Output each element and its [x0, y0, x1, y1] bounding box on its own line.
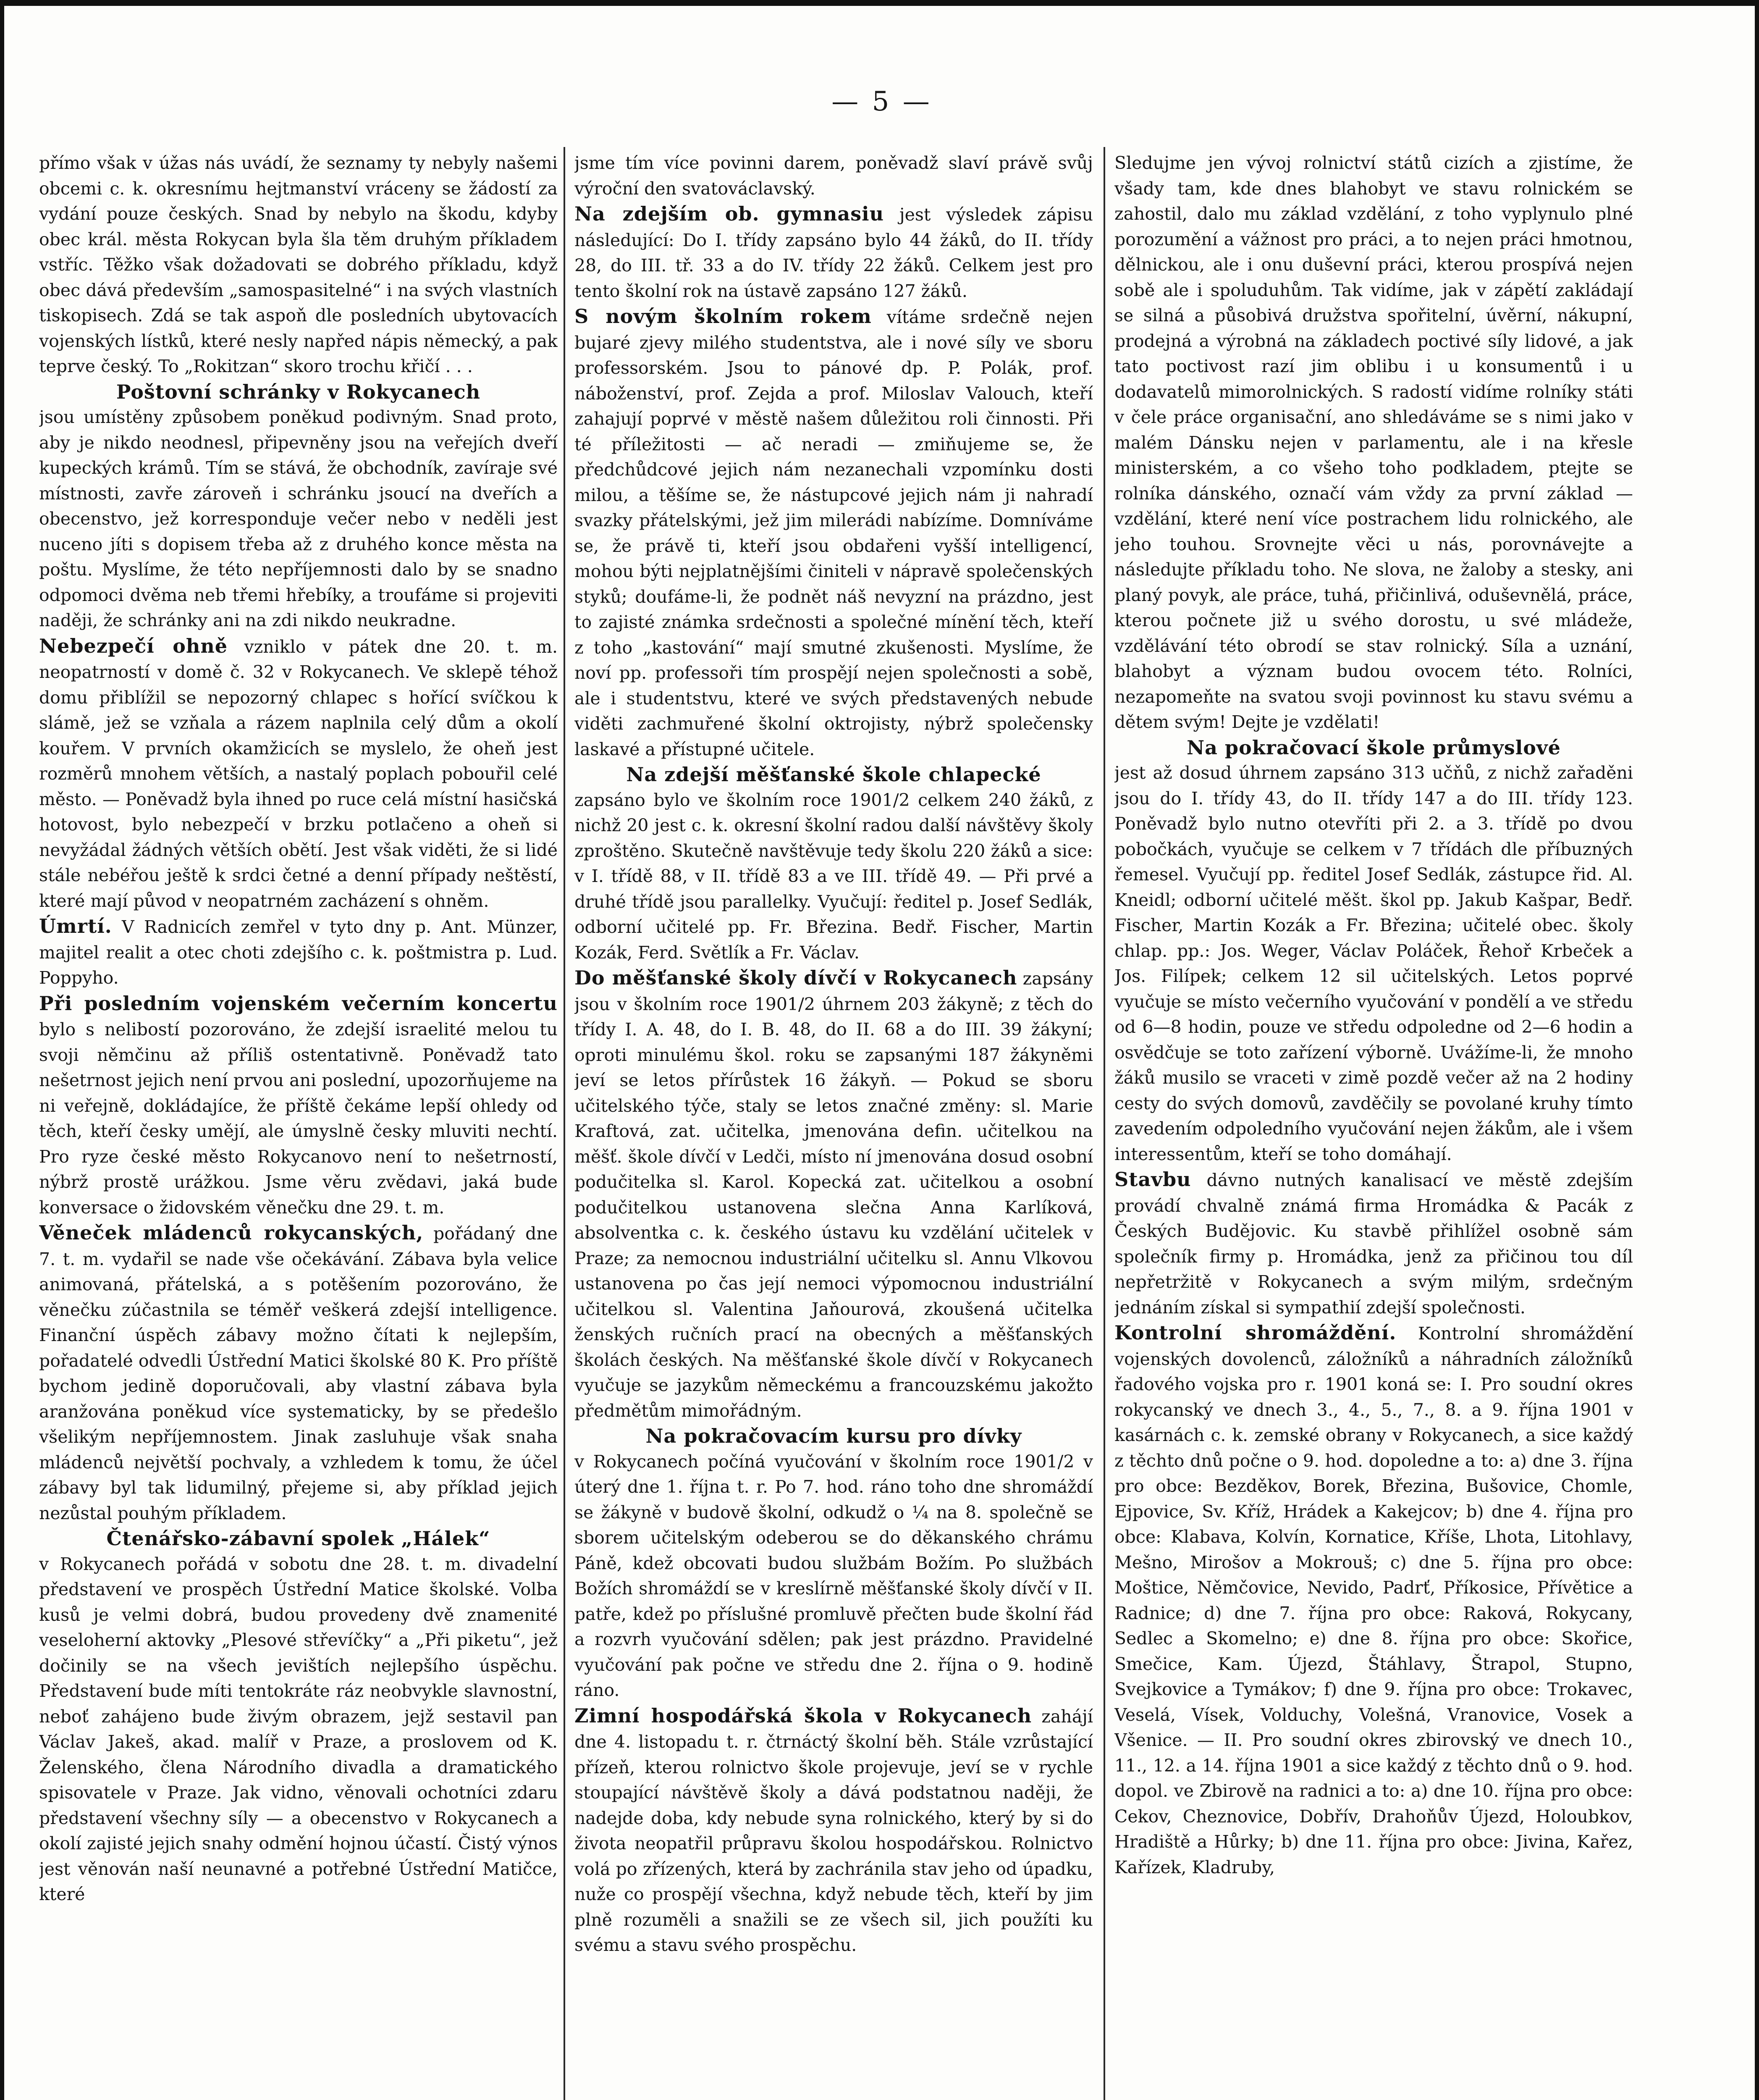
article-text: dávno nutných kanalisací ve městě zdejším provádí chvalně známá firma Hromádka & Pacák z Českých Budějovic. Ku stavbě přihlížel osobně sám společník firmy p. Hromádka, jenž za přičinou tou díl nepřetržitě v Rokycanech a svým milým, srdečným jednáním získal si sympathií zdejší společnosti. — [1114, 1170, 1633, 1318]
article-text: jsme tím více povinni darem, poněvadž slaví právě svůj výroční den svatováclavský. — [574, 153, 1093, 199]
scan-border-top — [0, 0, 1759, 6]
article-heading: Při posledním vojenském večerním koncertu — [39, 992, 558, 1015]
article-text: jest až dosud úhrnem zapsáno 313 učňů, z nichž zařaděni jsou do I. třídy 43, do II. třídy 147 a do III. třídy 123. Poněvadž bylo nutno otevříti při 2. a 3. třídě po dvou pobočkách, vyučuje se celkem v 7 třídách dle příbuzných řemesel. Vyučují pp. ředitel Josef Sedlák, zástupce řid. Al. Kneidl; odborní učitelé měšt. škol pp. Jakub Kašpar, Bedř. Fischer, Martin Kozák a Fr. Březina; učitelé obec. školy chlap. pp.: Jos. Weger, Václav Poláček, Řehoř Krbeček a Jos. Filípek; celkem 12 sil učitelských. Letos poprvé vyučuje se místo večerního vyučování v pondělí a ve středu od 6—8 hodin, pouze ve středu odpoledne od 2—6 hodin a osvědčuje se toto zařízení výborně. Uvážíme-li, že mnoho žáků musilo se vraceti v zimě pozdě večer až na 2 hodiny cesty do svých domovů, zavděčily se povolané kruhy tímto zavedením odpoledního vyučování nejen žákům, ale i všem interessentům, kteří se toho domáhají. — [1114, 763, 1633, 1164]
article-text: Sledujme jen vývoj rolnictví států cizích a zjistíme, že všady tam, kde dnes blahobyt ve stavu rolnickém se zahostil, dalo mu základ vzdělání, z toho vyplynulo plné porozumění a vážnost pro práci, a to nejen práci hmotnou, dělnickou, ale i onu duševní práci, kterou prospívá nejen sobě ale i spoluduhům. Tak vidíme, jak v zápětí zakládají se silná a působivá družstva spořitelní, úvěrní, nákupní, prodejná a výrobná na základech poctivé síly lidové, a jak tato poctivost razí jim oblibu i u konsumentů i u dodavatelů mimorolnických. S radostí vidíme rolníky státi v čele práce organisační, ano shledáváme se s nimi jako v malém Dánsku nejen v parlamentu, ale i na křesle ministerském, a co všeho toho podkladem, ptejte se rolníka dánského, označí vám vždy za první základ — vzdělání, které není více postrachem lidu rolnického, ale jeho touhou. Srovnejte věci u nás, porovnávejte a následujte příkladu toho. Ne slova, ne žaloby a stesky, ani planý povyk, ale práce, tuhá, přičinlivá, oduševnělá, práce, kterou počnete již u svého dorostu, u své mládeže, vzdělávání této obrodí se stav rolnický. Síla a uznání, blahobyt a význam budou ovocem této. Rolníci, nezapomeňte na svatou svoji povinnost ku stavu svému a dětem svým! Dejte je vzdělati! — [1114, 153, 1633, 732]
article-paragraph — [39, 991, 558, 1221]
article-heading: Na pokračovacím kursu pro dívky — [645, 1425, 1022, 1447]
article-text: bylo s nelibostí pozorováno, že zdejší israelité melou tu svoji němčinu až příliš ostentativně. Poněvadž tato nešetrnost jejich není prvou ani poslední, upozorňujeme na ni veřejně, dokládajíce, že příště čekáme lepší ohledy od těch, kteří česky umějí, ale úmyslně česky mluviti nechtí. Pro ryze české město Rokycanovo není to nešetrností, nýbrž prostě urážkou. Jsme věru zvědavi, jaká bude konversace o židovském věnečku dne 29. t. m. — [39, 1019, 558, 1218]
article-heading: Poštovní schránky v Rokycanech — [116, 380, 481, 403]
article-heading: Úmrtí. — [39, 915, 112, 937]
article-text: v Rokycanech počíná vyučování v školním roce 1901/2 v úterý dne 1. října t. r. Po 7. hod. ráno toho dne shromáždí se žákyně v budově školní, odkudž o ¼ na 8. společně se sborem učitelským odeberou se do děkanského chrámu Páně, kdež obcovati budou službám Božím. Po službách Božích shromáždí se v kreslírně měšťanské školy dívčí v II. patře, kdež po příslušné promluvě přečten bude školní řád a rozvrh vyučování sdělen; pak jest prázdno. Pravidelné vyučování pak počne ve středu dne 2. října o 9. hodině ráno. — [574, 1451, 1093, 1700]
article-paragraph — [574, 201, 1093, 304]
article-paragraph — [39, 633, 558, 914]
article-heading: Na pokračovací škole průmyslové — [1187, 736, 1561, 759]
article-paragraph — [574, 762, 1093, 965]
article-heading: S novým školním rokem — [574, 305, 872, 328]
article-heading: Kontrolní shromáždění. — [1114, 1321, 1397, 1344]
article-paragraph — [39, 379, 558, 633]
article-text: vítáme srdečně nejen bujaré zjevy milého studentstva, ale i nové síly ve sboru professorském. Jsou to pánové dp. P. Polák, prof. náboženství, prof. Zejda a prof. Miloslav Valouch, kteří zahajují poprvé v městě našem důležitou roli činnosti. Při té příležitosti — ač neradi — zmiňujeme se, že předchůdcové jejich nám nezanechali vzpomínku dosti milou, a těšíme se, že nástupcové jejich nám ji nahradí svazky přátelskými, jež jim milerádi nabízíme. Domníváme se, že právě ti, kteří jsou obdařeni vyšší intelligencí, mohou býti nejplatnějšími činiteli v nápravě společenských styků; doufáme-li, že podnět náš nevyzní na prázdno, jest to zajisté známka srdečnosti a společné mínění těch, kteří z toho „kastování“ mají smutné zkušenosti. Myslíme, že noví pp. professoři tím prospějí nejen společnosti a sobě, ale i studentstvu, které ve svých představených nebude viděti zachmuřené školní oktrojisty, nýbrž společensky laskavé a přístupné učitele. — [574, 307, 1093, 759]
scan-border-left — [0, 0, 4, 2100]
article-text: V Radnicích zemřel v tyto dny p. Ant. Münzer, majitel realit a otec choti zdejšího c. k. poštmistra p. Lud. Poppyho. — [39, 917, 558, 988]
article-paragraph — [574, 1423, 1093, 1703]
article-heading: Věneček mládenců rokycanských, — [39, 1221, 424, 1244]
article-heading: Zimní hospodářská škola v Rokycanech — [574, 1704, 1032, 1727]
column-divider-1 — [564, 147, 565, 2100]
article-heading: Na zdejším ob. gymnasiu — [574, 202, 884, 225]
article-text: zapsány jsou v školním roce 1901/2 úhrnem 203 žákyně; z těch do třídy I. A. 48, do I. B. 48, do II. 68 a do III. 39 žákyní; oproti minulému škol. roku se zapsanými 187 žákyněmi jeví se letos přírůstek 16 žákyň. — Pokud se sboru učitelského týče, staly se letos značné změny: sl. Marie Kraftová, zat. učitelka, jmenována defin. učitelkou na měšť. škole dívčí v Ledči, místo ní jmenována dosud osobní podučitelka sl. Karol. Kopecká zat. učitelkou a osobní podučitelkou ustanovena slečna Anna Karlíková, absolventka c. k. českého ústavu ku vzdělání učitelek v Praze; za nemocnou industriální učitelku sl. Annu Vlkovou ustanovena po čas její nemoci výpomocnou industriální učitelkou sl. Valentina Jaňourová, zkoušená učitelka ženských ručních prací na obecných a měšťanských školách českých. Na měšťanské škole dívčí v Rokycanech vyučuje se jazykům německému a francouzskému jakožto předmětům mimořádným. — [574, 969, 1093, 1421]
article-paragraph — [39, 1526, 558, 1907]
article-paragraph — [574, 150, 1093, 201]
article-paragraph — [39, 914, 558, 991]
article-paragraph — [39, 1220, 558, 1526]
article-paragraph — [574, 304, 1093, 762]
article-paragraph — [1114, 150, 1633, 735]
page-number: — 5 — — [831, 86, 932, 117]
article-text: vzniklo v pátek dne 20. t. m. neopatrností v domě č. 32 v Rokycanech. Ve sklepě téhož domu přiblížil se nepozorný chlapec s hořící svíčkou k slámě, jež se vzňala a rázem naplnila celý dům a okolí kouřem. V prvních okamžicích se myslelo, že oheň jest rozměrů mnohem větších, a nastalý poplach pobouřil celé město. — Poněvadž byla ihned po ruce celá místní hasičská hotovost, bylo nebezpečí v brzku potlačeno a oheň si nevyžádal žádných větších obětí. Jest však viděti, že si lidé stále nebéřou ještě k srdci četné a denní případy neštěstí, které mají původ v neopatrném zacházení s ohněm. — [39, 636, 558, 911]
column-1 — [39, 150, 558, 2100]
article-heading: Stavbu — [1114, 1168, 1191, 1191]
article-heading: Na zdejší měšťanské škole chlapecké — [626, 763, 1041, 786]
scan-border-right — [1755, 0, 1759, 2100]
article-text: v Rokycanech pořádá v sobotu dne 28. t. m. divadelní představení ve prospěch Ústřední Matice školské. Volba kusů je velmi dobrá, budou provedeny dvě znamenité veseloherní aktovky „Plesové střevíčky“ a „Při piketu“, jež dočinily se na všech jevištích nejlepšího úspěchu. Představení bude míti tentokráte ráz neobvykle slavnostní, neboť zahájeno bude živým obrazem, jejž sestavil pan Václav Jakeš, akad. malíř v Praze, a proslovem od K. Želenského, člena Národního divadla a dramatického spisovatele v Praze. Jak vidno, věnovali ochotníci zdaru představení všechny síly — a obecenstvo v Rokycanech a okolí zajisté jejich snahy odmění hojnou účastí. Čistý výnos jest věnován naší neunavné a potřebné Ústřední Matičce, které — [39, 1554, 558, 1904]
article-heading: Čtenářsko-zábavní spolek „Hálek“ — [106, 1527, 490, 1550]
article-paragraph — [1114, 735, 1633, 1167]
article-paragraph — [1114, 1167, 1633, 1320]
article-heading: Nebezpečí ohně — [39, 634, 228, 657]
article-text: jest výsledek zápisu následující: Do I. třídy zapsáno bylo 44 žáků, do II. třídy 28, do III. tř. 33 a do IV. třídy 22 žáků. Celkem jest pro tento školní rok na ústavě zapsáno 127 žáků. — [574, 205, 1093, 301]
article-text: zapsáno bylo ve školním roce 1901/2 celkem 240 žáků, z nichž 20 jest c. k. okresní školní radou další návštěvy školy zproštěno. Skutečně navštěvuje tedy školu 220 žáků a sice: v I. třídě 88, v II. třídě 83 a ve III. třídě 49. — Při prvé a druhé třídě jsou parallelky. Vyučují: ředitel p. Josef Sedlák, odborní učitelé pp. Fr. Březina. Bedř. Fischer, Martin Kozák, Ferd. Světlík a Fr. Václav. — [574, 790, 1093, 963]
column-divider-2 — [1104, 147, 1105, 2100]
article-text: pořádaný dne 7. t. m. vydařil se nade vše očekávání. Zábava byla velice animovaná, přátelská, a s potěšením pozorováno, že věnečku zúčastnila se téměř veškerá zdejší intelligence. Finanční úspěch zábavy možno čítati k nejlepším, pořadatelé odvedli Ústřední Matici školské 80 K. Pro příště bychom jedině doporučovali, aby vlastní zábava byla aranžována poněkud více systematicky, by se předešlo všelikým nepříjemnostem. Jinak zasluhuje však snaha mládenců největší pochvaly, a vzhledem k tomu, že účel zábavy byl tak lidumilný, přejeme si, aby příklad jejich nezůstal pouhým příkladem. — [39, 1223, 558, 1523]
article-text: přímo však v úžas nás uvádí, že seznamy ty nebyly našemi obcemi c. k. okresnímu hejtmanství vráceny se žádostí za vydání pouze českých. Snad by nebylo na škodu, kdyby obec král. města Rokycan byla šla těm druhým příkladem vstříc. Těžko však dožadovati se dobrého příkladu, když obec dává především „samospasitelné“ i na svých vlastních tiskopisech. Zdá se tak aspoň dle posledních ubytovacích vojenských lístků, které nesly napřed nápis německý, a pak teprve český. To „Rokitzan“ skoro trochu křičí . . . — [39, 153, 558, 376]
column-2 — [574, 150, 1093, 2100]
article-paragraph — [574, 965, 1093, 1423]
article-heading: Do měšťanské školy dívčí v Rokycanech — [574, 966, 1017, 989]
article-paragraph — [1114, 1320, 1633, 1880]
article-text: zahájí dne 4. listopadu t. r. čtrnáctý školní běh. Stále vzrůstající přízeň, kterou rolnictvo škole projevuje, jeví se v rychle stoupající návštěvě školy a dává podstatnou naději, že nadejde doba, kdy nebude syna rolnického, který by si do života neopatřil průpravu školou hospodářskou. Rolnictvo volá po zřízených, která by zachránila stav jeho od úpadku, nuže co prospějí všechna, když nebude těch, kteří by jim plně rozuměli a snažili se ze všech sil, jich použíti ku svému a stavu svého prospěchu. — [574, 1706, 1093, 1955]
article-text: jsou umístěny způsobem poněkud podivným. Snad proto, aby je nikdo neodnesl, připevněny jsou na veřejích dveří kupeckých krámů. Tím se stává, že obchodník, zavíraje své místnosti, zavře zároveň i schránku jsoucí na dveřích a obecenstvo, jež korresponduje večer nebo v neděli jest nuceno jíti s dopisem třeba až z druhého konce města na poštu. Myslíme, že této nepříjemnosti dalo by se snadno odpomoci dvěma neb třemi hřebíky, a troufáme si projeviti naději, že schránky ani na zdi nikdo neukradne. — [39, 407, 558, 630]
column-3 — [1114, 150, 1633, 2100]
article-text: Kontrolní shromáždění vojenských dovolenců, záložníků a náhradních záložníků řadového vojska pro r. 1901 koná se: I. Pro soudní okres rokycanský ve dnech 3., 4., 5., 7., 8. a 9. října 1901 v kasárnách c. k. zemské obrany v Rokycanech, a sice každý z těchto dnů počne o 9. hod. dopoledne a to: a) dne 3. října pro obce: Bezděkov, Borek, Březina, Bušovice, Chomle, Ejpovice, Sv. Kříž, Hrádek a Kakejcov; b) dne 4. října pro obce: Klabava, Kolvín, Kornatice, Kříše, Lhota, Litohlavy, Mešno, Mirošov a Mokrouš; c) dne 5. října pro obce: Moštice, Němčovice, Nevido, Padrť, Příkosice, Přívětice a Radnice; d) dne 7. října pro obce: Raková, Rokycany, Sedlec a Skomelno; e) dne 8. října pro obce: Skořice, Smečice, Kam. Újezd, Štáhlavy, Štrapol, Stupno, Svejkovice a Tymákov; f) dne 9. října pro obce: Trokavec, Veselá, Vísek, Volduchy, Volešná, Vranovice, Vosek a Všenice. — II. Pro soudní okres zbirovský ve dnech 10., 11., 12. a 14. října 1901 a sice každý z těchto dnů o 9. hod. dopol. ve Zbirově na radnici a to: a) dne 10. října pro obce: Cekov, Cheznovice, Dobřív, Drahoňův Újezd, Holoubkov, Hradiště a Hůrky; b) dne 11. října pro obce: Jivina, Kařez, Kařízek, Kladruby, — [1114, 1323, 1633, 1877]
article-paragraph — [574, 1703, 1093, 1958]
article-paragraph — [39, 150, 558, 379]
